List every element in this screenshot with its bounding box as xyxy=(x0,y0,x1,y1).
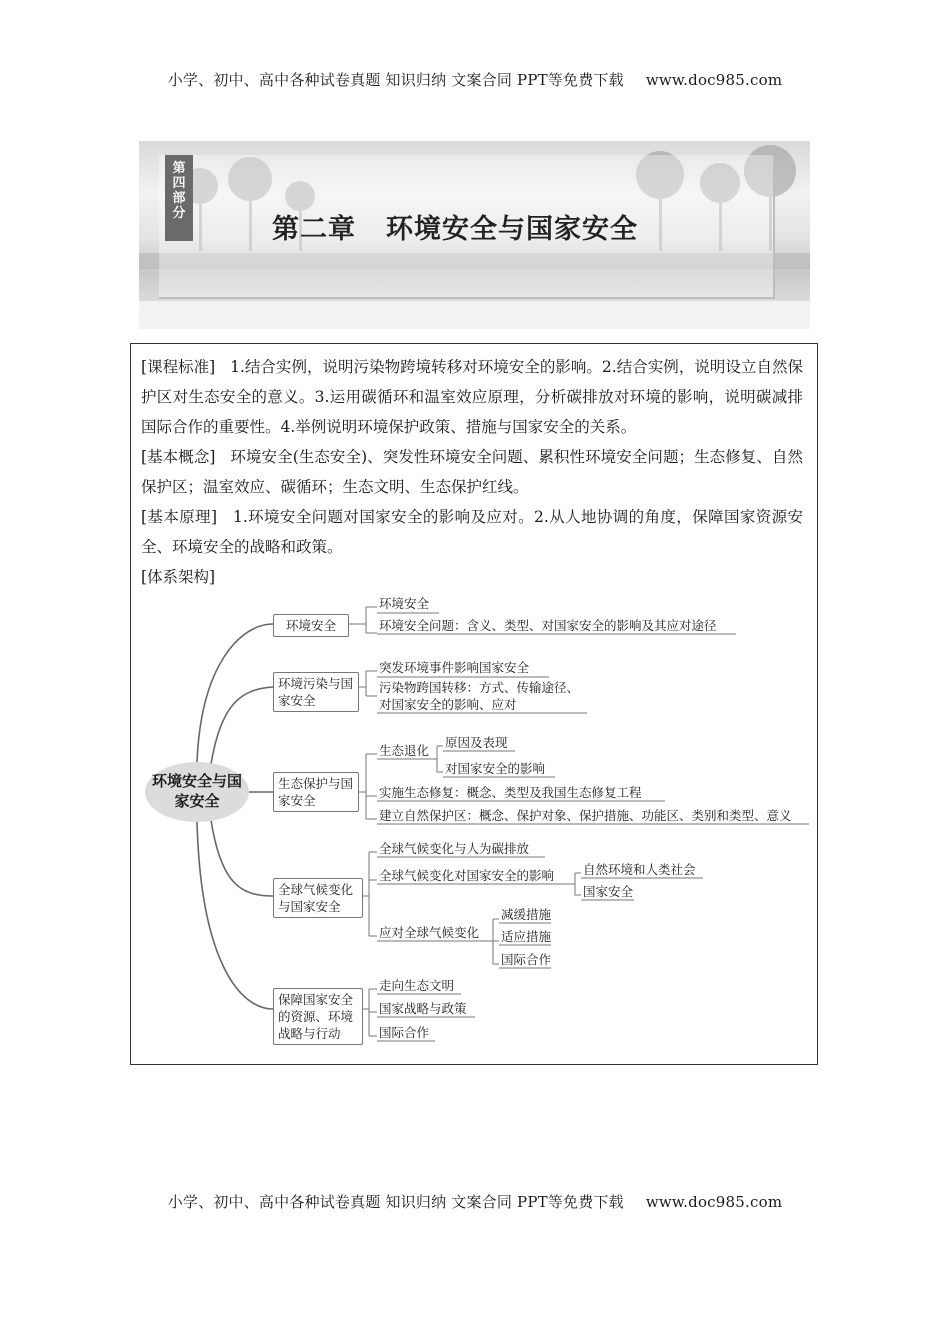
leaf: 走向生态文明 xyxy=(379,978,455,993)
leaf: 环境安全问题：含义、类型、对国家安全的影响及其应对途径 xyxy=(379,618,717,633)
branch-ecology-security: 生态保护与国家安全 xyxy=(273,772,359,812)
header-site[interactable]: www.doc985.com xyxy=(645,71,783,89)
chapter-number: 第二章 xyxy=(272,214,356,245)
part-tag-char: 分 xyxy=(172,206,186,221)
leaf: 对国家安全的影响 xyxy=(445,761,546,776)
mind-map xyxy=(131,584,817,1064)
section-text: 1.环境安全问题对国家安全的影响及应对。2.从人地协调的角度，保障国家资源安全、环境安全的战略和政策。 xyxy=(141,508,803,556)
basic-principles xyxy=(141,502,803,562)
leaf: 全球气候变化与人为碳排放 xyxy=(379,841,530,856)
section-label: [体系架构] xyxy=(141,568,216,586)
leaf: 环境安全 xyxy=(379,596,430,611)
leaf: 原因及表现 xyxy=(445,735,508,750)
part-tag xyxy=(165,155,193,241)
leaf: 国家安全 xyxy=(583,884,634,899)
leaf: 应对全球气候变化 xyxy=(379,925,480,940)
leaf: 国际合作 xyxy=(501,952,552,967)
leaf: 国际合作 xyxy=(379,1025,430,1040)
basic-concepts xyxy=(141,442,803,502)
footer-text: 小学、初中、高中各种试卷真题 知识归纳 文案合同 PPT等免费下载 xyxy=(167,1193,624,1211)
section-text: 1.结合实例，说明污染物跨境转移对环境安全的影响。2.结合实例，说明设立自然保护区对生态安全的意义。3.运用碳循环和温室效应原理，分析碳排放对环境的影响，说明碳减排国际合作的重要性。4.举例说明环境保护政策、措施与国家安全的关系。 xyxy=(141,358,803,436)
mind-map-connectors xyxy=(131,584,817,1064)
leaf: 减缓措施 xyxy=(501,907,552,922)
part-tag-char: 第 xyxy=(172,161,186,176)
chapter-name: 环境安全与国家安全 xyxy=(386,214,638,245)
page-header xyxy=(0,69,950,90)
part-tag-char: 四 xyxy=(172,176,186,191)
part-tag-char: 部 xyxy=(172,191,186,206)
leaf: 建立自然保护区：概念、保护对象、保护措施、功能区、类别和类型、意义 xyxy=(379,808,792,823)
section-text: 环境安全(生态安全)、突发性环境安全问题、累积性环境安全问题；生态修复、自然保护区；温室效应、碳循环；生态文明、生态保护红线。 xyxy=(141,448,803,496)
chapter-title xyxy=(272,207,638,246)
leaf: 全球气候变化对国家安全的影响 xyxy=(379,868,555,883)
branch-strategy-action: 保障国家安全的资源、环境战略与行动 xyxy=(273,988,363,1045)
leaf: 自然环境和人类社会 xyxy=(583,862,696,877)
section-label: [基本概念] xyxy=(141,448,216,466)
course-standards xyxy=(141,352,803,442)
leaf-degradation: 生态退化 xyxy=(379,743,430,758)
section-label: [基本原理] xyxy=(141,508,218,526)
branch-pollution-security: 环境污染与国家安全 xyxy=(273,672,359,712)
leaf: 突发环境事件影响国家安全 xyxy=(379,660,530,675)
mind-map-root: 环境安全与国家安全 xyxy=(145,762,249,822)
chapter-banner xyxy=(139,141,810,329)
section-label: [课程标准] xyxy=(141,358,216,376)
leaf: 国家战略与政策 xyxy=(379,1001,467,1016)
leaf: 实施生态修复：概念、类型及我国生态修复工程 xyxy=(379,785,642,800)
leaf: 污染物跨国转移：方式、传输途径、 xyxy=(379,680,580,695)
leaf: 对国家安全的影响、应对 xyxy=(379,697,517,712)
branch-environment-security: 环境安全 xyxy=(273,614,349,637)
footer-site[interactable]: www.doc985.com xyxy=(645,1193,783,1211)
header-text: 小学、初中、高中各种试卷真题 知识归纳 文案合同 PPT等免费下载 xyxy=(167,71,624,89)
overview-box xyxy=(130,343,818,1065)
leaf: 适应措施 xyxy=(501,929,552,944)
branch-climate-security: 全球气候变化与国家安全 xyxy=(273,878,363,918)
page-footer xyxy=(0,1191,950,1212)
